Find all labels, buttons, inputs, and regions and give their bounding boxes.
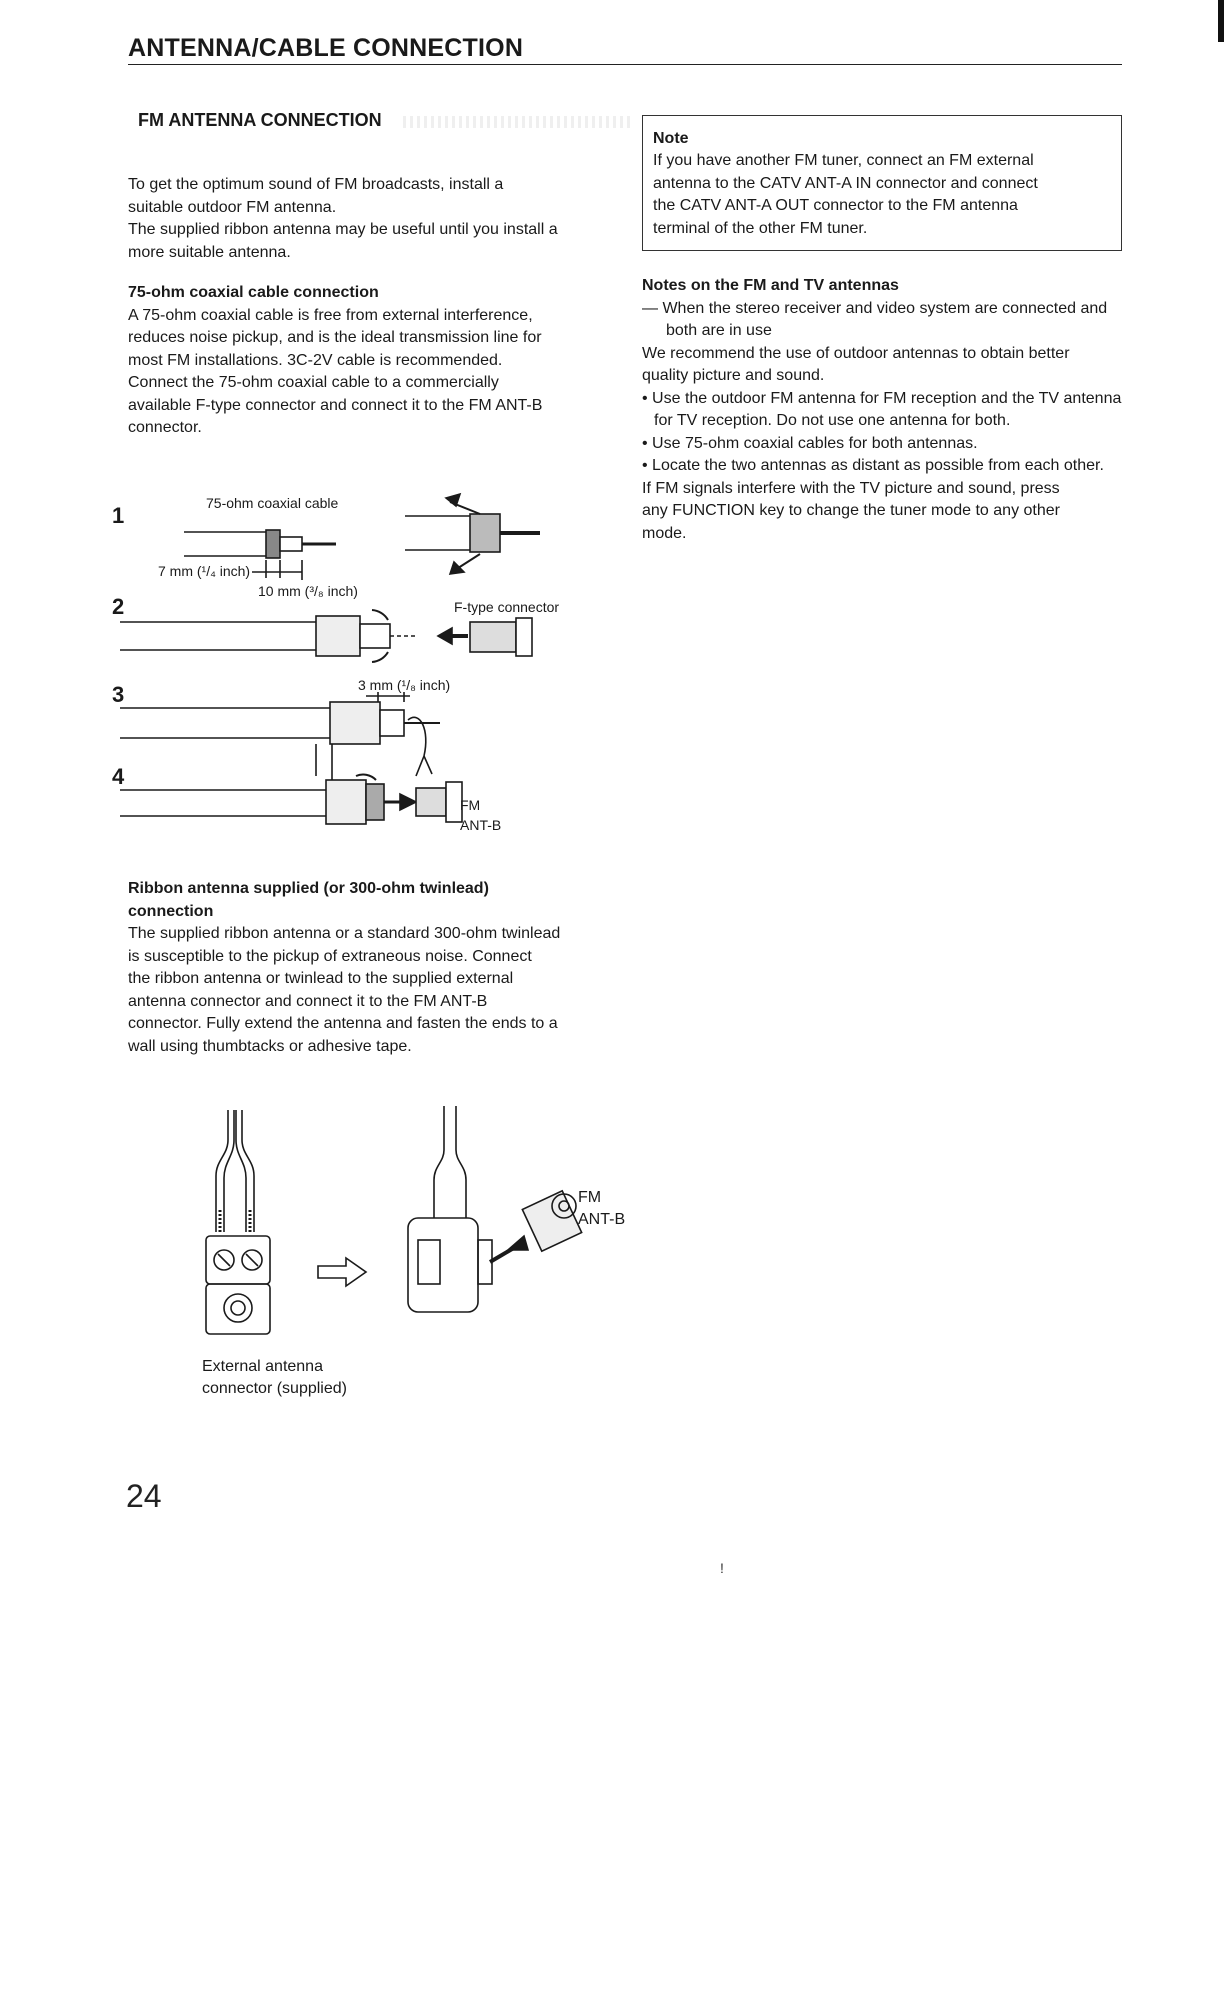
intro-line: suitable outdoor FM antenna. [128,198,337,216]
edge-mark [1218,0,1224,42]
interfere-line: any FUNCTION key to change the tuner mode to any other [642,502,1060,519]
coax-line: connector. [128,419,202,436]
note-line: the CATV ANT-A OUT connector to the FM antenna [653,197,1018,214]
intro-line: To get the optimum sound of FM broadcasts, install a [128,176,504,193]
interfere-line: If FM signals interfere with the TV picture and sound, press [642,479,1060,497]
fm-label: FM [460,797,481,813]
coax-heading: 75-ohm coaxial cable connection [128,284,379,301]
step-number: 1 [112,503,125,528]
note-line: If you have another FM tuner, connect an FM external [653,152,1034,169]
ribbon-line: antenna connector and connect it to the FM ANT-B [128,992,488,1010]
intro-line: more suitable antenna. [128,243,291,261]
section-heading-text: FM ANTENNA CONNECTION [138,110,382,130]
recommend-line: We recommend the use of outdoor antennas to obtain better [642,344,1070,362]
left-column [128,110,608,440]
fm-label: FM [578,1189,602,1206]
ribbon-caption [202,1356,347,1400]
ribbon-heading-line: connection [128,902,214,920]
interfere-line: mode. [642,524,687,542]
cable-label: 75-ohm coaxial cable [206,495,339,511]
coax-line: most FM installations. 3C-2V cable is recommended. [128,351,503,369]
antb-label: ANT-B [460,817,502,833]
step-number: 2 [112,594,125,619]
bullet-item: • Locate the two antennas as distant as possible from each other. [642,457,1104,474]
note-line: terminal of the other FM tuner. [653,219,868,237]
caption-line: External antenna [202,1358,323,1375]
dimension-label: 3 mm (¹/₈ inch) [358,677,451,693]
dimension-label: 10 mm (³/₈ inch) [258,583,358,599]
note-line: antenna to the CATV ANT-A IN connector and connect [653,174,1038,192]
note-box [642,115,1122,251]
coax-line: reduces noise pickup, and is the ideal transmission line for [128,329,542,346]
coax-line: available F-type connector and connect it to the FM ANT-B [128,396,543,414]
ribbon-line: is susceptible to the pickup of extraneous noise. Connect [128,947,532,965]
bullet-item: • Use 75-ohm coaxial cables for both antennas. [642,434,978,452]
intro-line: The supplied ribbon antenna may be useful until you install a [128,221,558,238]
caption-line: connector (supplied) [202,1380,347,1397]
title-rule [128,64,1122,65]
step-number: 4 [112,764,125,789]
ftype-label: F-type connector [454,599,560,615]
ribbon-heading-line: Ribbon antenna supplied (or 300-ohm twinlead) [128,880,489,897]
coax-diagram [112,480,600,850]
right-column [642,115,1122,545]
ribbon-line: wall using thumbtacks or adhesive tape. [128,1037,412,1055]
antb-label: ANT-B [578,1211,626,1228]
print-smudge [403,116,633,128]
dash-item: — When the stereo receiver and video system are connected and both are in use [642,299,1108,339]
coax-line: A 75-ohm coaxial cable is free from external interference, [128,306,533,324]
dimension-label: 7 mm (¹/₄ inch) [158,563,251,579]
step-number: 3 [112,682,125,707]
coax-line: Connect the 75-ohm coaxial cable to a commercially [128,374,499,391]
page-title: ANTENNA/CABLE CONNECTION [128,34,524,62]
ribbon-line: the ribbon antenna or twinlead to the supplied external [128,970,514,987]
ribbon-diagram [190,1100,650,1360]
note-label: Note [653,130,689,147]
page-number: 24 [126,1478,162,1514]
stray-mark: ! [720,1560,724,1576]
ribbon-line: connector. Fully extend the antenna and fasten the ends to a [128,1015,558,1032]
notes-heading: Notes on the FM and TV antennas [642,277,899,294]
recommend-line: quality picture and sound. [642,367,825,384]
bullet-item: • Use the outdoor FM antenna for FM reception and the TV antenna for TV reception. Do not use one antenna for both. [642,389,1122,429]
ribbon-line: The supplied ribbon antenna or a standard 300-ohm twinlead [128,925,561,942]
ribbon-section [128,878,608,1058]
section-heading [138,110,608,132]
